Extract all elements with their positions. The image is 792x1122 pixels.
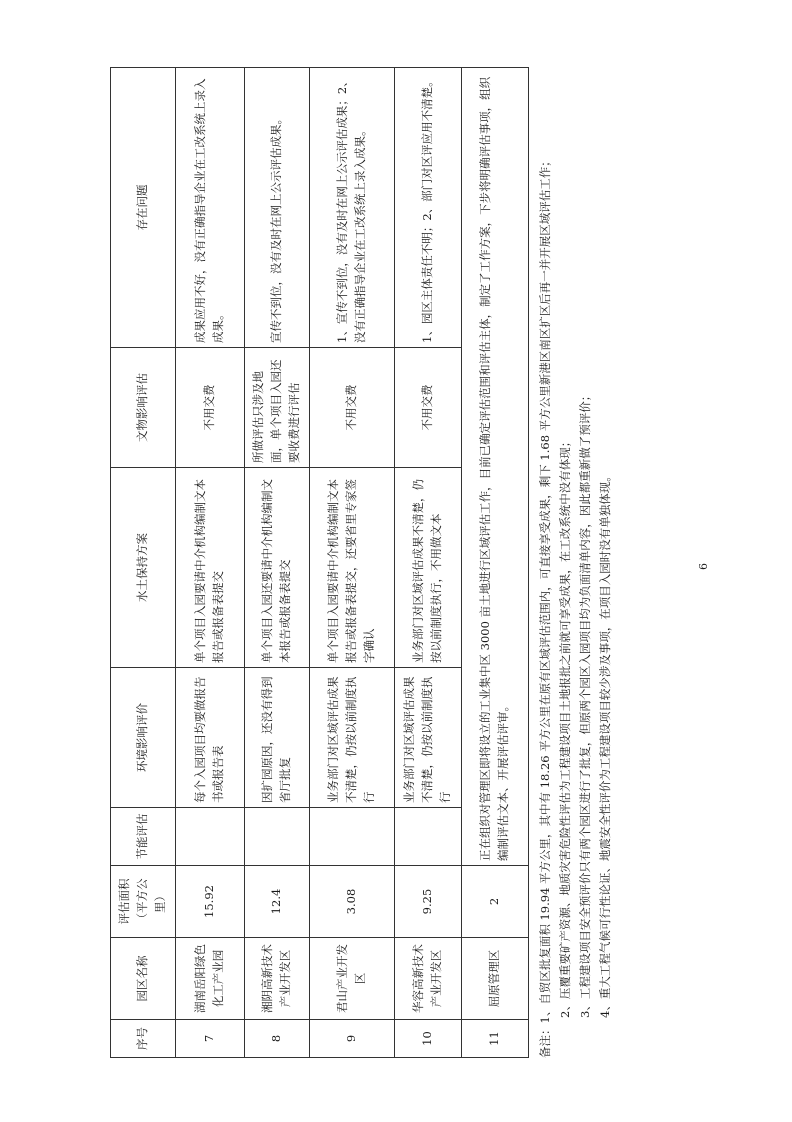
header-issues: 存在问题 (111, 68, 176, 348)
cell-no: 9 (310, 1020, 395, 1058)
header-env: 环境影响评价 (111, 668, 176, 808)
cell-issues: 宣传不到位，没有及时在网上公示评估成果。 (245, 68, 310, 348)
notes-section (535, 68, 616, 1058)
notes-label: 备注： (538, 1023, 552, 1058)
header-water: 水土保持方案 (111, 468, 176, 668)
header-relic: 文物影响评估 (111, 348, 176, 468)
cell-water: 业务部门对区域评估成果不清楚，仍按以前制度执行，不用做文本 (395, 468, 462, 668)
cell-env: 因扩园原因，还没有得到省厅批复 (245, 668, 310, 808)
cell-park: 屈原管理区 (462, 938, 529, 1020)
cell-area: 3.08 (310, 866, 395, 938)
cell-park: 湖南岳阳绿色化工产业园 (176, 938, 245, 1020)
cell-water: 单个项目入园要请中介机构编制文本报告或报备表提交 (176, 468, 245, 668)
note-item: 3、工程建设项目安全预评价只有两个园区进行了批复，但原两个园区入园项目均为负面清单内容，因此都重新做了预评价； (578, 389, 593, 1018)
cell-energy (395, 808, 462, 866)
cell-park: 君山产业开发区 (310, 938, 395, 1020)
cell-energy (176, 808, 245, 866)
cell-issues: 1、园区主体责任不明；2、部门对区评应用不清楚。 (395, 68, 462, 348)
table-row (395, 68, 462, 1058)
park-evaluation-table (110, 67, 529, 1058)
cell-energy (310, 808, 395, 866)
cell-park: 湘阴高新技术产业开发区 (245, 938, 310, 1020)
note-item: 2、压覆重要矿产资源、地质灾害危险性评估为工程建设项目土地报批之前就可享受成果，在工改系统中没有体现； (558, 435, 573, 1018)
cell-area: 9.25 (395, 866, 462, 938)
header-no: 序号 (111, 1020, 176, 1058)
cell-area: 15.92 (176, 866, 245, 938)
table-header-row (111, 68, 176, 1058)
note-item: 4、重大工程气候可行性论证、地震安全性评价为工程建设项目较少涉及事项，在项目入园时没有单独体现。 (598, 470, 613, 1018)
cell-issues: 1、宣传不到位，没有及时在网上公示评估成果；2、没有正确指导企业在工改系统上录入成果。 (310, 68, 395, 348)
cell-merged-status: 正在组织对管理区即将设立的工业集中区 3000 亩土地进行区域评估工作，目前已确定评估范围和评估主体，制定了工作方案，下步将明确评估事项，组织编制评估文本、开展评估评审。 (462, 68, 529, 866)
cell-no: 8 (245, 1020, 310, 1058)
table-row (176, 68, 245, 1058)
table-row (310, 68, 395, 1058)
note-item: 1、自贸区批复面积 19.94 平方公里，其中有 18.26 平方公里在原有区域评估范围内，可直接享受成果，剩下 1.68 平方公里新港区南区扩区后再一并开展区域评估工作； (538, 155, 552, 1024)
header-area: 评估面积（平方公里） (111, 866, 176, 938)
page-number: 6 (697, 563, 710, 570)
cell-water: 单个项目入园还要请中介机构编制文本报告或报备表提交 (245, 468, 310, 668)
cell-relic: 不用交费 (310, 348, 395, 468)
cell-area: 2 (462, 866, 529, 938)
table-row (245, 68, 310, 1058)
cell-no: 10 (395, 1020, 462, 1058)
cell-relic: 不用交费 (176, 348, 245, 468)
cell-no: 7 (176, 1020, 245, 1058)
cell-issues: 成果应用不好，没有正确指导企业在工改系统上录入成果。 (176, 68, 245, 348)
cell-env: 业务部门对区域评估成果不清楚，仍按以前制度执行 (310, 668, 395, 808)
cell-env: 业务部门对区域评估成果不清楚，仍按以前制度执行 (395, 668, 462, 808)
cell-relic: 所做评估只涉及地面，单个项目入园还要收费进行评估 (245, 348, 310, 468)
cell-area: 12.4 (245, 866, 310, 938)
cell-relic: 不用交费 (395, 348, 462, 468)
rotated-page-content (110, 68, 620, 1058)
cell-env: 每个入园项目均要做报告书或报告表 (176, 668, 245, 808)
cell-park: 华容高新技术产业开发区 (395, 938, 462, 1020)
cell-no: 11 (462, 1020, 529, 1058)
cell-water: 单个项目入园要请中介机构编制文本报告或报备表提交，还要省里专家签字确认 (310, 468, 395, 668)
header-park-name: 园区名称 (111, 938, 176, 1020)
cell-energy (245, 808, 310, 866)
header-energy: 节能评估 (111, 808, 176, 866)
table-row (462, 68, 529, 1058)
